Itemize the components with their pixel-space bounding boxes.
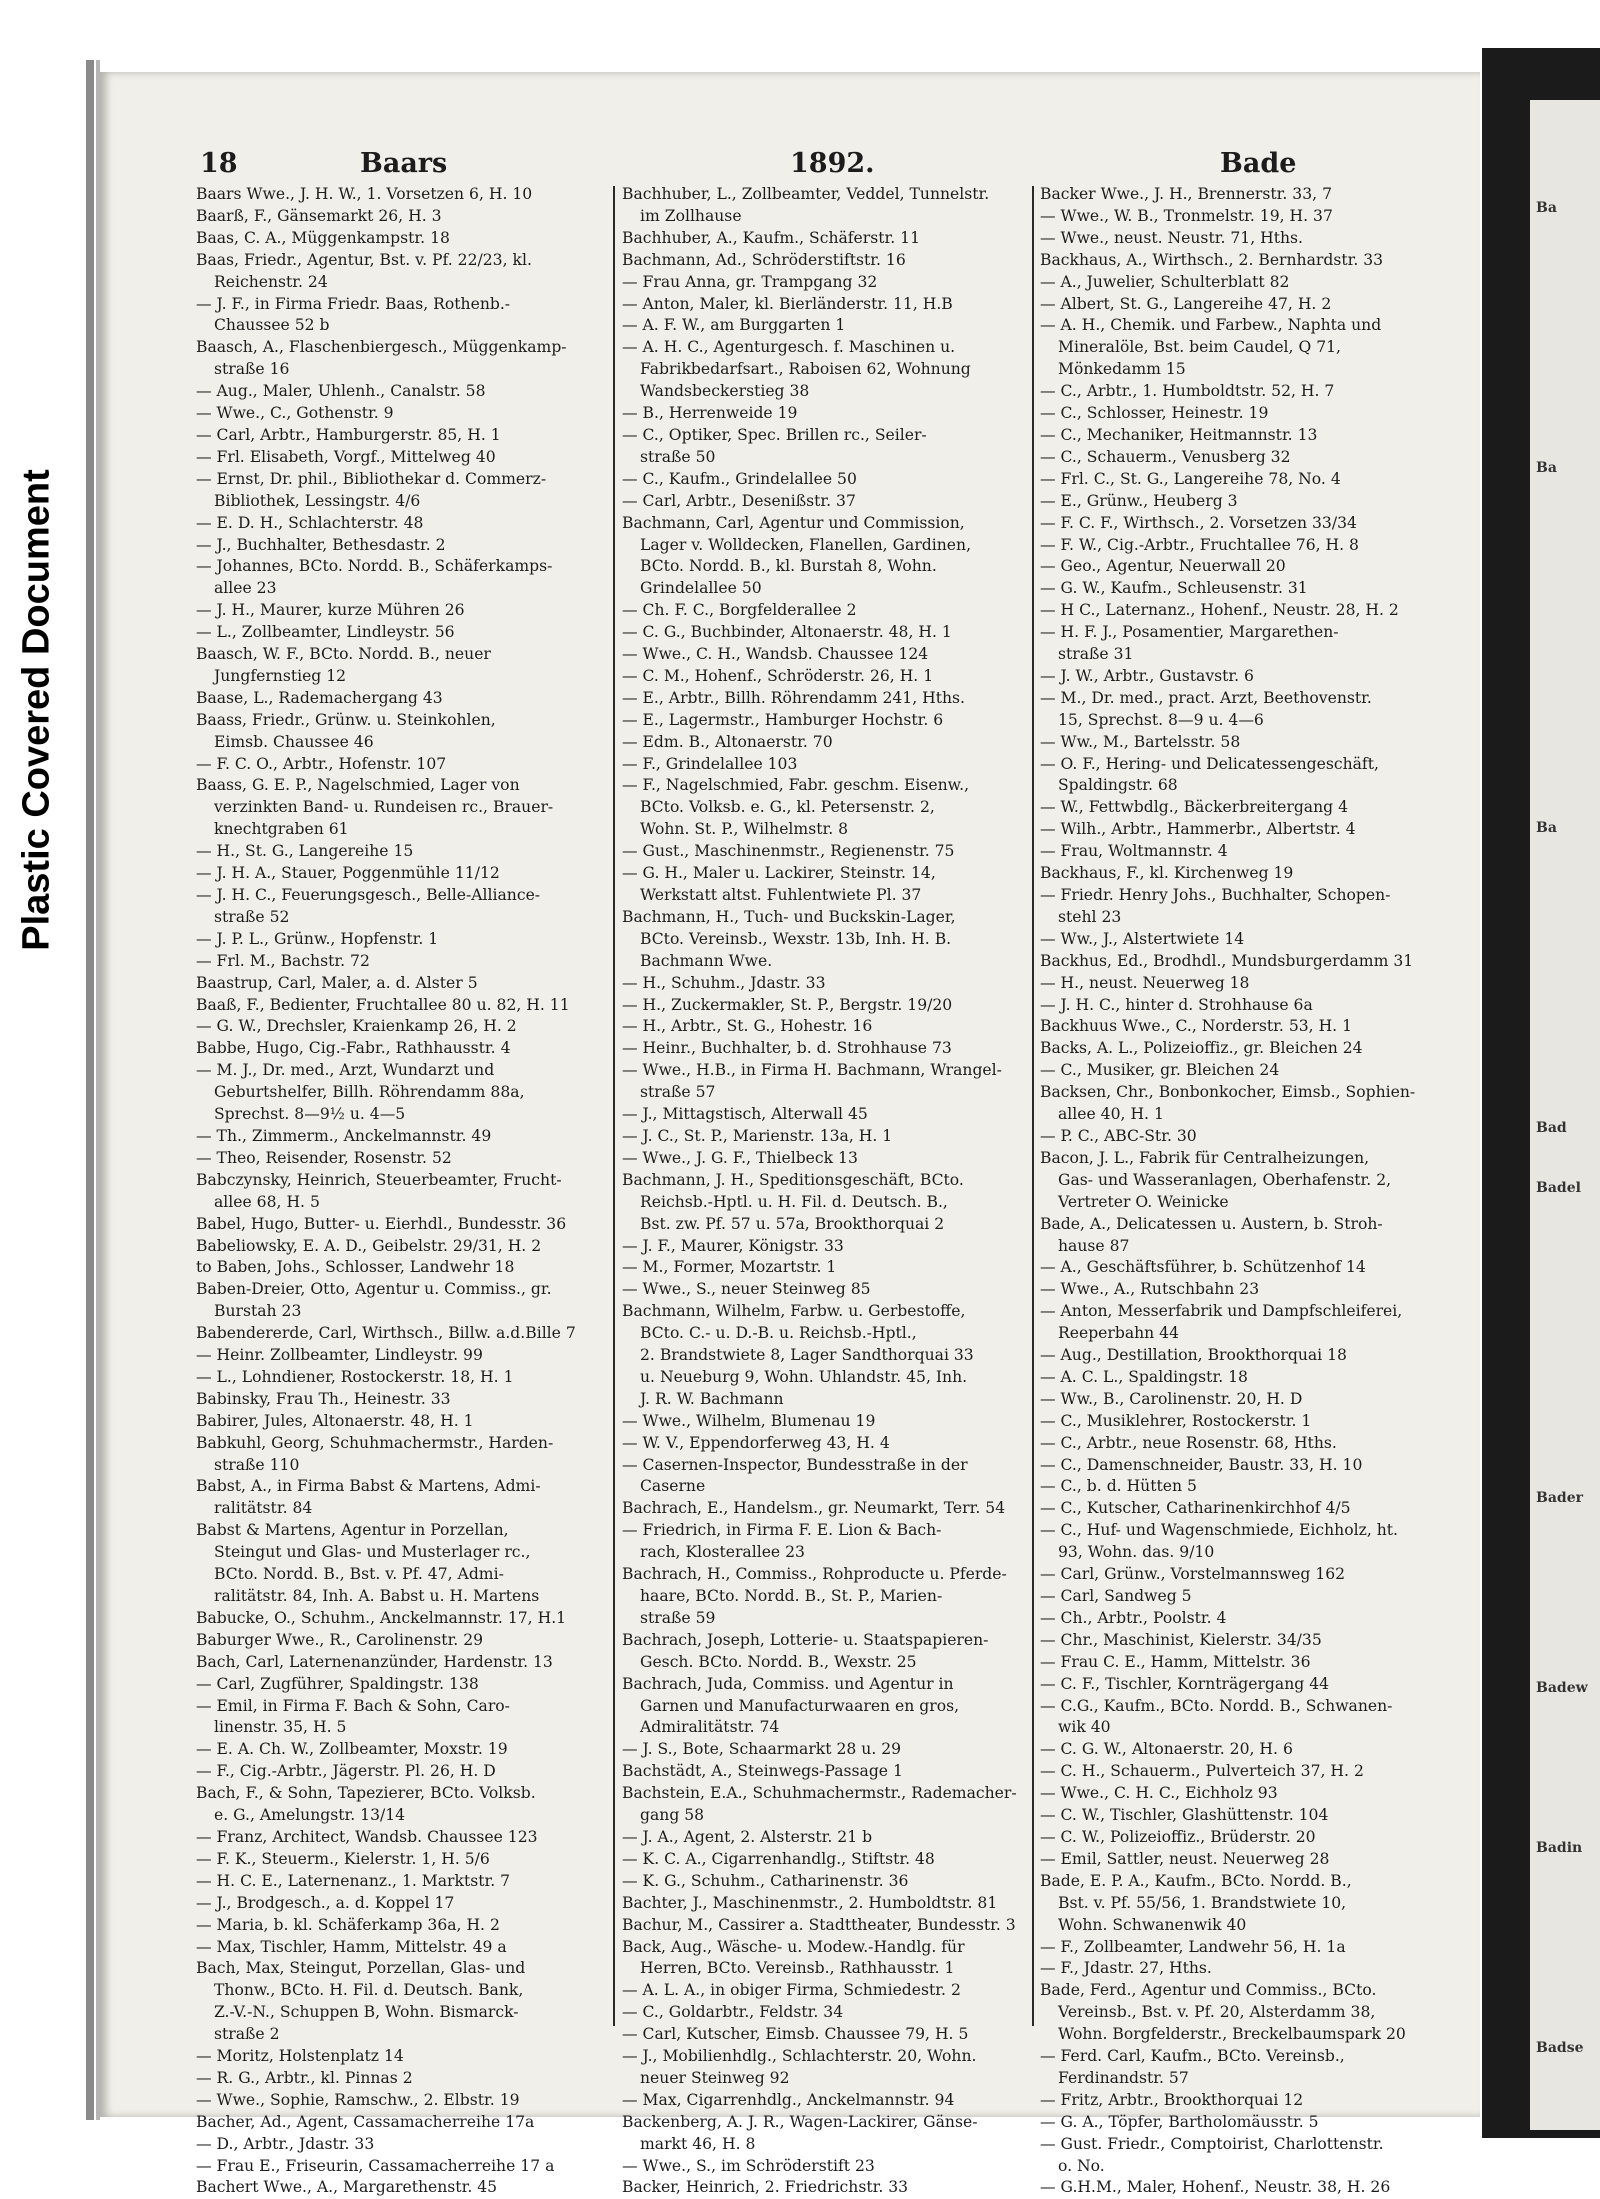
directory-entry: — C., Huf- und Wagenschmiede, Eichholz, ht. xyxy=(1040,1521,1398,1540)
directory-entry: 15, Sprechst. 8—9 u. 4—6 xyxy=(1058,710,1264,729)
directory-entry: — Wilh., Arbtr., Hammerbr., Albertstr. 4 xyxy=(1040,820,1356,839)
directory-entry: Baaß, F., Bedienter, Fruchtallee 80 u. 82, H. 11 xyxy=(196,995,570,1014)
directory-entry: — Ww., M., Bartelsstr. 58 xyxy=(1040,732,1241,751)
directory-entry: Bachstädt, A., Steinwegs-Passage 1 xyxy=(622,1762,903,1781)
directory-entry: — F. C. F., Wirthsch., 2. Vorsetzen 33/34 xyxy=(1040,513,1357,532)
directory-entry: Mineralöle, Bst. beim Caudel, Q 71, xyxy=(1058,338,1341,357)
directory-entry: — F., Nagelschmied, Fabr. geschm. Eisenw., xyxy=(622,776,970,795)
directory-entry: Eimsb. Chaussee 46 xyxy=(214,732,374,751)
directory-entry: — C., b. d. Hütten 5 xyxy=(1040,1477,1197,1496)
directory-entry: J. R. W. Bachmann xyxy=(640,1389,784,1408)
directory-entry: — C. W., Tischler, Glashüttenstr. 104 xyxy=(1040,1806,1329,1825)
directory-entry: Vereinsb., Bst. v. Pf. 20, Alsterdamm 38, xyxy=(1058,2003,1376,2022)
page-header xyxy=(200,148,1470,186)
directory-entry: haare, BCto. Nordd. B., St. P., Marien- xyxy=(640,1587,943,1605)
directory-entry: — H. F. J., Posamentier, Margarethen- xyxy=(1040,623,1339,642)
directory-entry: — G. A., Töpfer, Bartholomäusstr. 5 xyxy=(1040,2112,1319,2131)
directory-entry: Burstah 23 xyxy=(214,1302,302,1321)
directory-entry: Bach, Max, Steingut, Porzellan, Glas- und xyxy=(196,1959,526,1978)
directory-entry: — G. W., Kaufm., Schleusenstr. 31 xyxy=(1040,579,1308,598)
directory-entry: — Wwe., J. G. F., Thielbeck 13 xyxy=(622,1148,858,1167)
directory-entry: Bacon, J. L., Fabrik für Centralheizungen, xyxy=(1040,1148,1370,1167)
directory-entry: Bst. v. Pf. 55/56, 1. Brandstwiete 10, xyxy=(1058,1893,1347,1912)
directory-entry: — C. W., Polizeioffiz., Brüderstr. 20 xyxy=(1040,1827,1316,1846)
left-running-head: Baars xyxy=(360,148,448,179)
directory-entry: — C., Mechaniker, Heitmannstr. 13 xyxy=(1040,425,1318,444)
directory-entry: Thonw., BCto. H. Fil. d. Deutsch. Bank, xyxy=(214,1981,524,2000)
directory-entry: Herren, BCto. Vereinsb., Rathhausstr. 1 xyxy=(640,1959,955,1978)
directory-entry: — Wwe., A., Rutschbahn 23 xyxy=(1040,1280,1260,1299)
directory-entry: Spaldingstr. 68 xyxy=(1058,776,1178,795)
directory-entry: — Albert, St. G., Langereihe 47, H. 2 xyxy=(1040,294,1332,313)
next-page-strip xyxy=(1530,100,1600,2130)
directory-entry: Bachrach, H., Commiss., Rohproducte u. Pferde- xyxy=(622,1565,1007,1584)
directory-entry: — Th., Zimmerm., Anckelmannstr. 49 xyxy=(196,1126,492,1145)
directory-entry: — J. H. C., Feuerungsgesch., Belle-Alliance- xyxy=(196,886,541,904)
directory-entry: BCto. Vereinsb., Wexstr. 13b, Inh. H. B. xyxy=(640,929,952,948)
directory-entry: — Franz, Architect, Wandsb. Chaussee 123 xyxy=(196,1827,538,1846)
directory-entry: — K. G., Schuhm., Catharinenstr. 36 xyxy=(622,1871,909,1890)
directory-entry: 2. Brandstwiete 8, Lager Sandthorquai 33 xyxy=(640,1346,974,1365)
directory-entry: — A. H. C., Agenturgesch. f. Maschinen u. xyxy=(622,338,956,357)
next-page-fragment: Ba xyxy=(1536,460,1557,476)
directory-entry: Bachter, J., Maschinenmstr., 2. Humboldtstr. 81 xyxy=(622,1893,998,1912)
directory-entry: — Frl. Elisabeth, Vorgf., Mittelweg 40 xyxy=(196,447,496,466)
directory-entry: Steingut und Glas- und Musterlager rc., xyxy=(214,1543,531,1562)
directory-entry: o. No. xyxy=(1058,2156,1105,2175)
directory-entry: Babel, Hugo, Butter- u. Eierhdl., Bundesstr. 36 xyxy=(196,1214,567,1233)
directory-entry: Babirer, Jules, Altonaerstr. 48, H. 1 xyxy=(196,1411,474,1430)
directory-entry: Bach, F., & Sohn, Tapezierer, BCto. Volksb. xyxy=(196,1784,536,1803)
directory-entry: BCto. Volksb. e. G., kl. Petersenstr. 2, xyxy=(640,798,935,817)
directory-entry: — H., St. G., Langereihe 15 xyxy=(196,842,414,861)
directory-entry: — A., Geschäftsführer, b. Schützenhof 14 xyxy=(1040,1258,1366,1277)
directory-entry: Fabrikbedarfsart., Raboisen 62, Wohnung xyxy=(640,360,971,379)
directory-entry: — Ch. F. C., Borgfelderallee 2 xyxy=(622,601,857,620)
directory-entry: Backhaus, F., kl. Kirchenweg 19 xyxy=(1040,864,1294,883)
directory-entry: Reichenstr. 24 xyxy=(214,272,328,291)
directory-entry: — G. H., Maler u. Lackirer, Steinstr. 14, xyxy=(622,864,936,883)
directory-entry: — Carl, Arbtr., Hamburgerstr. 85, H. 1 xyxy=(196,425,501,444)
directory-entry: — C., Schlosser, Heinestr. 19 xyxy=(1040,404,1269,423)
directory-entry: — Theo, Reisender, Rosenstr. 52 xyxy=(196,1148,452,1167)
directory-entry: — H., Schuhm., Jdastr. 33 xyxy=(622,973,826,992)
directory-entry: Backsen, Chr., Bonbonkocher, Eimsb., Sophien- xyxy=(1040,1083,1416,1102)
directory-entry: — L., Lohndiener, Rostockerstr. 18, H. 1 xyxy=(196,1367,514,1386)
next-page-fragment: Badew xyxy=(1536,1680,1588,1696)
directory-entry: straße 57 xyxy=(640,1083,716,1102)
directory-column-3 xyxy=(1040,184,1440,2197)
directory-entry: Baasch, W. F., BCto. Nordd. B., neuer xyxy=(196,645,491,664)
directory-entry: — J. F., Maurer, Königstr. 33 xyxy=(622,1236,844,1255)
directory-entry: — C. F., Tischler, Kornträgergang 44 xyxy=(1040,1674,1330,1693)
directory-entry: — Wwe., Wilhelm, Blumenau 19 xyxy=(622,1411,876,1430)
directory-entry: — J. F., in Firma Friedr. Baas, Rothenb.- xyxy=(196,294,511,313)
directory-entry: — C., Damenschneider, Baustr. 33, H. 10 xyxy=(1040,1455,1363,1474)
directory-entry: — C., Musiklehrer, Rostockerstr. 1 xyxy=(1040,1411,1312,1430)
directory-entry: ralitätstr. 84 xyxy=(214,1499,313,1518)
directory-entry: — Aug., Maler, Uhlenh., Canalstr. 58 xyxy=(196,382,486,401)
directory-entry: Mönkedamm 15 xyxy=(1058,360,1186,379)
directory-entry: Baars Wwe., J. H. W., 1. Vorsetzen 6, H. 10 xyxy=(196,185,533,203)
directory-entry: — A. H., Chemik. und Farbew., Naphta und xyxy=(1040,316,1382,335)
directory-entry: Baastrup, Carl, Maler, a. d. Alster 5 xyxy=(196,973,478,992)
directory-column-1 xyxy=(196,184,596,2197)
directory-entry: — Carl, Sandweg 5 xyxy=(1040,1587,1192,1605)
directory-entry: — Carl, Zugführer, Spaldingstr. 138 xyxy=(196,1674,479,1693)
directory-entry: — P. C., ABC-Str. 30 xyxy=(1040,1126,1197,1145)
directory-entry: knechtgraben 61 xyxy=(214,820,349,839)
directory-entry: Lager v. Wolldecken, Flanellen, Gardinen, xyxy=(640,535,972,554)
directory-entry: Baas, Friedr., Agentur, Bst. v. Pf. 22/23, kl. xyxy=(196,250,532,269)
directory-entry: — E. D. H., Schlachterstr. 48 xyxy=(196,513,424,532)
directory-entry: Wohn. St. P., Wilhelmstr. 8 xyxy=(640,820,849,839)
directory-entry: Gas- und Wasseranlagen, Oberhafenstr. 2, xyxy=(1058,1170,1392,1189)
directory-entry: — C., Arbtr., neue Rosenstr. 68, Hths. xyxy=(1040,1433,1337,1452)
directory-entry: — Gust., Maschinenmstr., Regienenstr. 75 xyxy=(622,842,955,861)
directory-entry: — Fritz, Arbtr., Brookthorquai 12 xyxy=(1040,2090,1304,2109)
directory-entry: — E., Grünw., Heuberg 3 xyxy=(1040,491,1238,510)
directory-entry: Babst & Martens, Agentur in Porzellan, xyxy=(196,1521,509,1540)
directory-entry: — A. C. L., Spaldingstr. 18 xyxy=(1040,1367,1248,1386)
directory-column-2 xyxy=(622,184,1022,2197)
side-label-text: Plastic Covered Document xyxy=(15,469,58,951)
directory-entry: straße 2 xyxy=(214,2025,280,2044)
directory-entry: — A., Juwelier, Schulterblatt 82 xyxy=(1040,272,1290,291)
next-page-fragment: Bader xyxy=(1536,1490,1583,1506)
directory-entry: Z.-V.-N., Schuppen B, Wohn. Bismarck- xyxy=(214,2003,519,2022)
directory-entry: — A. L. A., in obiger Firma, Schmiedestr. 2 xyxy=(622,1981,961,2000)
directory-entry: Backer Wwe., J. H., Brennerstr. 33, 7 xyxy=(1040,185,1332,203)
directory-entry: — Chr., Maschinist, Kielerstr. 34/35 xyxy=(1040,1630,1322,1649)
directory-entry: Sprechst. 8—9½ u. 4—5 xyxy=(214,1105,406,1124)
directory-entry: neuer Steinweg 92 xyxy=(640,2068,790,2087)
directory-entry: — Wwe., C. H. C., Eichholz 93 xyxy=(1040,1784,1278,1803)
directory-entry: Bade, E. P. A., Kaufm., BCto. Nordd. B., xyxy=(1040,1871,1352,1890)
next-page-fragment: Badel xyxy=(1536,1180,1581,1196)
directory-entry: u. Neueburg 9, Wohn. Uhlandstr. 45, Inh. xyxy=(640,1367,968,1386)
directory-entry: — C., Kutscher, Catharinenkirchhof 4/5 xyxy=(1040,1499,1351,1518)
directory-entry: Ferdinandstr. 57 xyxy=(1058,2068,1189,2087)
directory-entry: — J., Brodgesch., a. d. Koppel 17 xyxy=(196,1893,455,1912)
directory-entry: allee 40, H. 1 xyxy=(1058,1105,1164,1124)
directory-entry: — Maria, b. kl. Schäferkamp 36a, H. 2 xyxy=(196,1915,500,1934)
directory-entry: — Wwe., Sophie, Ramschw., 2. Elbstr. 19 xyxy=(196,2090,520,2109)
directory-entry: Bachstein, E.A., Schuhmachermstr., Rademacher- xyxy=(622,1784,1017,1803)
page-edge xyxy=(86,60,94,2120)
directory-entry: Baas, C. A., Müggenkampstr. 18 xyxy=(196,228,450,247)
directory-entry: Bade, Ferd., Agentur und Commiss., BCto. xyxy=(1040,1981,1377,2000)
directory-entry: Caserne xyxy=(640,1477,706,1496)
directory-entry: — C., Goldarbtr., Feldstr. 34 xyxy=(622,2003,844,2022)
directory-entry: Bst. zw. Pf. 57 u. 57a, Brookthorquai 2 xyxy=(640,1214,945,1233)
directory-entry: — Emil, in Firma F. Bach & Sohn, Caro- xyxy=(196,1696,510,1715)
directory-entry: — H. C. E., Laternenanz., 1. Marktstr. 7 xyxy=(196,1871,511,1890)
directory-entry: — M., Former, Mozartstr. 1 xyxy=(622,1258,837,1277)
directory-entry: Geburtshelfer, Billh. Röhrendamm 88a, xyxy=(214,1083,525,1102)
directory-entry: — C., Musiker, gr. Bleichen 24 xyxy=(1040,1061,1280,1080)
directory-entry: Baben-Dreier, Otto, Agentur u. Commiss., gr. xyxy=(196,1280,552,1299)
directory-entry: Babeliowsky, E. A. D., Geibelstr. 29/31, H. 2 xyxy=(196,1236,542,1255)
directory-entry: Baase, L., Rademachergang 43 xyxy=(196,688,443,707)
directory-entry: Garnen und Manufacturwaaren en gros, xyxy=(640,1696,960,1715)
directory-entry: — E., Lagermstr., Hamburger Hochstr. 6 xyxy=(622,710,944,729)
directory-entry: — F., Grindelallee 103 xyxy=(622,754,798,773)
directory-entry: — Wwe., W. B., Tronmelstr. 19, H. 37 xyxy=(1040,206,1333,225)
directory-entry: — Wwe., neust. Neustr. 71, Hths. xyxy=(1040,228,1303,247)
directory-entry: — Frau Anna, gr. Trampgang 32 xyxy=(622,272,878,291)
directory-entry: Bachmann, H., Tuch- und Buckskin-Lager, xyxy=(622,907,956,926)
directory-entry: straße 52 xyxy=(214,907,290,926)
directory-entry: — Frl. M., Bachstr. 72 xyxy=(196,951,370,970)
directory-entry: — Wwe., C. H., Wandsb. Chaussee 124 xyxy=(622,645,929,664)
directory-entry: — F., Jdastr. 27, Hths. xyxy=(1040,1959,1212,1978)
directory-entry: — Emil, Sattler, neust. Neuerweg 28 xyxy=(1040,1849,1330,1868)
directory-entry: Backs, A. L., Polizeioffiz., gr. Bleichen 24 xyxy=(1040,1039,1363,1058)
directory-entry: Bachert Wwe., A., Margarethenstr. 45 xyxy=(196,2178,498,2197)
directory-entry: — J., Mittagstisch, Alterwall 45 xyxy=(622,1105,868,1124)
directory-entry: — F., Zollbeamter, Landwehr 56, H. 1a xyxy=(1040,1937,1346,1956)
directory-entry: — Ferd. Carl, Kaufm., BCto. Vereinsb., xyxy=(1040,2047,1345,2066)
directory-entry: — Casernen-Inspector, Bundesstraße in der xyxy=(622,1455,968,1474)
directory-entry: — J. W., Arbtr., Gustavstr. 6 xyxy=(1040,666,1254,685)
directory-entry: — J., Buchhalter, Bethesdastr. 2 xyxy=(196,535,446,554)
directory-entry: Bachrach, Juda, Commiss. und Agentur in xyxy=(622,1674,954,1693)
directory-entry: Reeperbahn 44 xyxy=(1058,1324,1180,1343)
directory-entry: straße 50 xyxy=(640,447,716,466)
directory-entry: — H., Arbtr., St. G., Hohestr. 16 xyxy=(622,1017,873,1036)
directory-entry: — Wwe., S., neuer Steinweg 85 xyxy=(622,1280,871,1299)
directory-entry: Baass, G. E. P., Nagelschmied, Lager von xyxy=(196,776,520,795)
next-page-fragment: Bad xyxy=(1536,1120,1567,1136)
directory-entry: — C., Arbtr., 1. Humboldtstr. 52, H. 7 xyxy=(1040,382,1335,401)
directory-entry: — F. W., Cig.-Arbtr., Fruchtallee 76, H. 8 xyxy=(1040,535,1359,554)
directory-entry: — Frau E., Friseurin, Cassamacherreihe 17 a xyxy=(196,2156,555,2175)
directory-entry: — J. H., Maurer, kurze Mühren 26 xyxy=(196,601,465,620)
directory-entry: — F., Cig.-Arbtr., Jägerstr. Pl. 26, H. D xyxy=(196,1762,496,1781)
directory-entry: — B., Herrenweide 19 xyxy=(622,404,798,423)
column-divider xyxy=(613,186,615,2026)
directory-entry: Backenberg, A. J. R., Wagen-Lackirer, Gänse- xyxy=(622,2112,978,2131)
directory-entry: Bach, Carl, Laternenanzünder, Hardenstr. 13 xyxy=(196,1652,553,1671)
directory-entry: — Heinr. Zollbeamter, Lindleystr. 99 xyxy=(196,1346,483,1365)
directory-entry: — Ww., J., Alstertwiete 14 xyxy=(1040,929,1245,948)
directory-entry: — Anton, Maler, kl. Bierländerstr. 11, H.B xyxy=(622,294,953,313)
year-heading: 1892. xyxy=(790,148,875,179)
directory-entry: — W., Fettwbdlg., Bäckerbreitergang 4 xyxy=(1040,798,1349,817)
directory-entry: 93, Wohn. das. 9/10 xyxy=(1058,1543,1215,1562)
directory-entry: — W. V., Eppendorferweg 43, H. 4 xyxy=(622,1433,890,1452)
directory-entry: — J. A., Agent, 2. Alsterstr. 21 b xyxy=(622,1827,873,1846)
directory-entry: — J. H. C., hinter d. Strohhause 6a xyxy=(1040,995,1313,1014)
directory-entry: Bachmann, Carl, Agentur und Commission, xyxy=(622,513,965,532)
directory-entry: straße 59 xyxy=(640,1608,716,1627)
directory-entry: — Ernst, Dr. phil., Bibliothekar d. Commerz- xyxy=(196,469,547,488)
directory-entry: — G. W., Drechsler, Kraienkamp 26, H. 2 xyxy=(196,1017,517,1036)
directory-entry: Baarß, F., Gänsemarkt 26, H. 3 xyxy=(196,206,442,225)
directory-entry: Bachhuber, A., Kaufm., Schäferstr. 11 xyxy=(622,228,921,247)
directory-entry: — H C., Laternanz., Hohenf., Neustr. 28, H. 2 xyxy=(1040,601,1399,620)
directory-entry: markt 46, H. 8 xyxy=(640,2134,756,2153)
directory-entry: — C. M., Hohenf., Schröderstr. 26, H. 1 xyxy=(622,666,934,685)
directory-entry: straße 110 xyxy=(214,1455,300,1474)
directory-entry: Babczynsky, Heinrich, Steuerbeamter, Frucht- xyxy=(196,1170,562,1189)
directory-entry: — Wwe., H.B., in Firma H. Bachmann, Wrangel- xyxy=(622,1061,1002,1080)
directory-entry: — Frau, Woltmannstr. 4 xyxy=(1040,842,1228,861)
directory-entry: Babucke, O., Schuhm., Anckelmannstr. 17, H.1 xyxy=(196,1608,567,1627)
directory-entry: rach, Klosterallee 23 xyxy=(640,1543,805,1562)
directory-entry: Wohn. Schwanenwik 40 xyxy=(1058,1915,1247,1934)
directory-entry: stehl 23 xyxy=(1058,907,1122,926)
directory-entry: Bachur, M., Cassirer a. Stadttheater, Bundesstr. 3 xyxy=(622,1915,1016,1934)
directory-entry: Wohn. Borgfelderstr., Breckelbaumspark 20 xyxy=(1058,2025,1406,2044)
directory-entry: e. G., Amelungstr. 13/14 xyxy=(214,1806,406,1825)
directory-entry: Bachmann, Wilhelm, Farbw. u. Gerbestoffe, xyxy=(622,1302,966,1321)
directory-entry: Babst, A., in Firma Babst & Martens, Admi- xyxy=(196,1477,541,1496)
column-divider xyxy=(1032,186,1034,2026)
directory-entry: Grindelallee 50 xyxy=(640,579,762,598)
next-page-fragment: Badin xyxy=(1536,1840,1583,1856)
right-running-head: Bade xyxy=(1220,148,1297,179)
directory-entry: — Max, Tischler, Hamm, Mittelstr. 49 a xyxy=(196,1937,507,1956)
directory-entry: — H., Zuckermakler, St. P., Bergstr. 19/20 xyxy=(622,995,953,1014)
directory-entry: Bacher, Ad., Agent, Cassamacherreihe 17a xyxy=(196,2112,535,2131)
directory-entry: Bachrach, Joseph, Lotterie- u. Staatspapieren- xyxy=(622,1630,989,1649)
next-page-fragment: Badse xyxy=(1536,2040,1584,2056)
directory-entry: — C., Kaufm., Grindelallee 50 xyxy=(622,469,857,488)
directory-entry: — Aug., Destillation, Brookthorquai 18 xyxy=(1040,1346,1347,1365)
directory-entry: Gesch. BCto. Nordd. B., Wexstr. 25 xyxy=(640,1652,917,1671)
directory-entry: — C. G. W., Altonaerstr. 20, H. 6 xyxy=(1040,1740,1293,1759)
next-page-fragment: Ba xyxy=(1536,200,1557,216)
directory-entry: Backer, Heinrich, 2. Friedrichstr. 33 xyxy=(622,2178,909,2197)
directory-entry: — J. S., Bote, Schaarmarkt 28 u. 29 xyxy=(622,1740,902,1759)
directory-entry: Wandsbeckerstieg 38 xyxy=(640,382,810,401)
directory-entry: — F. K., Steuerm., Kielerstr. 1, H. 5/6 xyxy=(196,1849,490,1868)
directory-entry: — Ww., B., Carolinenstr. 20, H. D xyxy=(1040,1389,1303,1408)
directory-entry: — O. F., Hering- und Delicatessengeschäft, xyxy=(1040,754,1379,773)
directory-entry: — J. C., St. P., Marienstr. 13a, H. 1 xyxy=(622,1126,893,1145)
page-number: 18 xyxy=(200,148,238,179)
directory-entry: — Max, Cigarrenhdlg., Anckelmannstr. 94 xyxy=(622,2090,955,2109)
directory-entry: im Zollhause xyxy=(640,206,742,225)
directory-entry: — Johannes, BCto. Nordd. B., Schäferkamps- xyxy=(196,557,553,576)
directory-entry: Bachmann Wwe. xyxy=(640,951,773,970)
directory-entry: Werkstatt altst. Fuhlentwiete Pl. 37 xyxy=(640,886,922,904)
directory-entry: — Carl, Kutscher, Eimsb. Chaussee 79, H. 5 xyxy=(622,2025,969,2044)
directory-entry: Baburger Wwe., R., Carolinenstr. 29 xyxy=(196,1630,484,1649)
directory-entry: — L., Zollbeamter, Lindleystr. 56 xyxy=(196,623,455,642)
directory-entry: wik 40 xyxy=(1058,1718,1111,1737)
directory-entry: — C., Schauerm., Venusberg 32 xyxy=(1040,447,1291,466)
directory-entry: — Edm. B., Altonaerstr. 70 xyxy=(622,732,833,751)
directory-entry: BCto. C.- u. D.-B. u. Reichsb.-Hptl., xyxy=(640,1324,917,1343)
directory-entry: — Moritz, Holstenplatz 14 xyxy=(196,2047,404,2066)
directory-entry: Bachrach, E., Handelsm., gr. Neumarkt, Terr. 54 xyxy=(622,1499,1006,1518)
directory-entry: Bachmann, Ad., Schröderstiftstr. 16 xyxy=(622,250,906,269)
directory-entry: — G.H.M., Maler, Hohenf., Neustr. 38, H. 26 xyxy=(1040,2178,1391,2197)
directory-entry: Bachmann, J. H., Speditionsgeschäft, BCto. xyxy=(622,1170,964,1189)
directory-entry: Chaussee 52 b xyxy=(214,316,330,335)
directory-entry: — D., Arbtr., Jdastr. 33 xyxy=(196,2134,375,2153)
directory-entry: gang 58 xyxy=(640,1806,705,1825)
directory-entry: — A. F. W., am Burggarten 1 xyxy=(622,316,846,335)
directory-entry: — Heinr., Buchhalter, b. d. Strohhause 73 xyxy=(622,1039,952,1058)
directory-entry: — C., Optiker, Spec. Brillen rc., Seiler- xyxy=(622,425,927,444)
directory-entry: BCto. Nordd. B., kl. Burstah 8, Wohn. xyxy=(640,557,937,576)
directory-entry: — J. H. A., Stauer, Poggenmühle 11/12 xyxy=(196,864,500,883)
directory-entry: Baass, Friedr., Grünw. u. Steinkohlen, xyxy=(196,710,496,729)
directory-entry: — Wwe., C., Gothenstr. 9 xyxy=(196,404,394,423)
directory-entry: Admiralitätstr. 74 xyxy=(640,1718,780,1737)
directory-entry: Backhuus Wwe., C., Norderstr. 53, H. 1 xyxy=(1040,1017,1353,1036)
directory-entry: allee 68, H. 5 xyxy=(214,1192,320,1211)
directory-entry: — C. G., Buchbinder, Altonaerstr. 48, H. 1 xyxy=(622,623,952,642)
directory-entry: Baasch, A., Flaschenbiergesch., Müggenkamp- xyxy=(196,338,567,357)
directory-entry: Backhus, Ed., Brodhdl., Mundsburgerdamm 31 xyxy=(1040,951,1414,970)
directory-entry: Backhaus, A., Wirthsch., 2. Bernhardstr. 33 xyxy=(1040,250,1384,269)
directory-entry: Bibliothek, Lessingstr. 4/6 xyxy=(214,491,421,510)
directory-entry: verzinkten Band- u. Rundeisen rc., Brauer- xyxy=(214,798,554,817)
directory-entry: — H., neust. Neuerweg 18 xyxy=(1040,973,1250,992)
directory-entry: straße 16 xyxy=(214,360,290,379)
directory-entry: — Carl, Grünw., Vorstelmannsweg 162 xyxy=(1040,1565,1346,1584)
directory-entry: Reichsb.-Hptl. u. H. Fil. d. Deutsch. B., xyxy=(640,1192,948,1211)
directory-entry: — J. P. L., Grünw., Hopfenstr. 1 xyxy=(196,929,439,948)
directory-entry: allee 23 xyxy=(214,579,277,598)
directory-entry: Jungfernstieg 12 xyxy=(214,666,347,685)
directory-entry: — Friedr. Henry Johs., Buchhalter, Schopen- xyxy=(1040,886,1391,904)
directory-entry: — Frau C. E., Hamm, Mittelstr. 36 xyxy=(1040,1652,1311,1671)
directory-entry: BCto. Nordd. B., Bst. v. Pf. 47, Admi- xyxy=(214,1565,504,1584)
directory-entry: Back, Aug., Wäsche- u. Modew.-Handlg. für xyxy=(622,1937,965,1956)
directory-entry: straße 31 xyxy=(1058,645,1134,664)
directory-entry: — Gust. Friedr., Comptoirist, Charlottenstr. xyxy=(1040,2134,1384,2153)
directory-entry: — Friedrich, in Firma F. E. Lion & Bach- xyxy=(622,1521,942,1540)
directory-entry: — C.G., Kaufm., BCto. Nordd. B., Schwanen- xyxy=(1040,1696,1393,1715)
directory-entry: — J., Mobilienhdlg., Schlachterstr. 20, Wohn. xyxy=(622,2047,977,2066)
directory-entry: — K. C. A., Cigarrenhandlg., Stiftstr. 48 xyxy=(622,1849,935,1868)
directory-entry: to Baben, Johs., Schlosser, Landwehr 18 xyxy=(196,1258,515,1277)
directory-entry: — M. J., Dr. med., Arzt, Wundarzt und xyxy=(196,1061,495,1080)
directory-entry: — Wwe., S., im Schröderstift 23 xyxy=(622,2156,875,2175)
directory-entry: — Ch., Arbtr., Poolstr. 4 xyxy=(1040,1608,1227,1627)
directory-entry: linenstr. 35, H. 5 xyxy=(214,1718,347,1737)
directory-entry: Vertreter O. Weinicke xyxy=(1058,1192,1229,1211)
directory-entry: — Geo., Agentur, Neuerwall 20 xyxy=(1040,557,1286,576)
side-label xyxy=(0,440,74,980)
next-page-fragment: Ba xyxy=(1536,820,1557,836)
directory-entry: Babinsky, Frau Th., Heinestr. 33 xyxy=(196,1389,451,1408)
directory-entry: — M., Dr. med., pract. Arzt, Beethovenstr. xyxy=(1040,688,1372,707)
directory-entry: ralitätstr. 84, Inh. A. Babst u. H. Martens xyxy=(214,1587,540,1605)
directory-entry: — E. A. Ch. W., Zollbeamter, Moxstr. 19 xyxy=(196,1740,508,1759)
directory-entry: — R. G., Arbtr., kl. Pinnas 2 xyxy=(196,2068,413,2087)
directory-entry: — C. H., Schauerm., Pulverteich 37, H. 2 xyxy=(1040,1762,1364,1781)
directory-entry: Babkuhl, Georg, Schuhmachermstr., Harden- xyxy=(196,1433,554,1452)
directory-entry: — Frl. C., St. G., Langereihe 78, No. 4 xyxy=(1040,469,1341,488)
directory-entry: — F. C. O., Arbtr., Hofenstr. 107 xyxy=(196,754,447,773)
directory-entry: Babendererde, Carl, Wirthsch., Billw. a.d.Bille 7 xyxy=(196,1324,576,1343)
directory-entry: Bade, A., Delicatessen u. Austern, b. Stroh- xyxy=(1040,1214,1383,1233)
directory-entry: Bachhuber, L., Zollbeamter, Veddel, Tunnelstr. xyxy=(622,185,990,203)
directory-entry: — Carl, Arbtr., Desenißstr. 37 xyxy=(622,491,856,510)
directory-entry: — Anton, Messerfabrik und Dampfschleiferei, xyxy=(1040,1302,1403,1321)
directory-entry: — E., Arbtr., Billh. Röhrendamm 241, Hths. xyxy=(622,688,966,707)
directory-entry: Babbe, Hugo, Cig.-Fabr., Rathhausstr. 4 xyxy=(196,1039,511,1058)
directory-entry: hause 87 xyxy=(1058,1236,1130,1255)
